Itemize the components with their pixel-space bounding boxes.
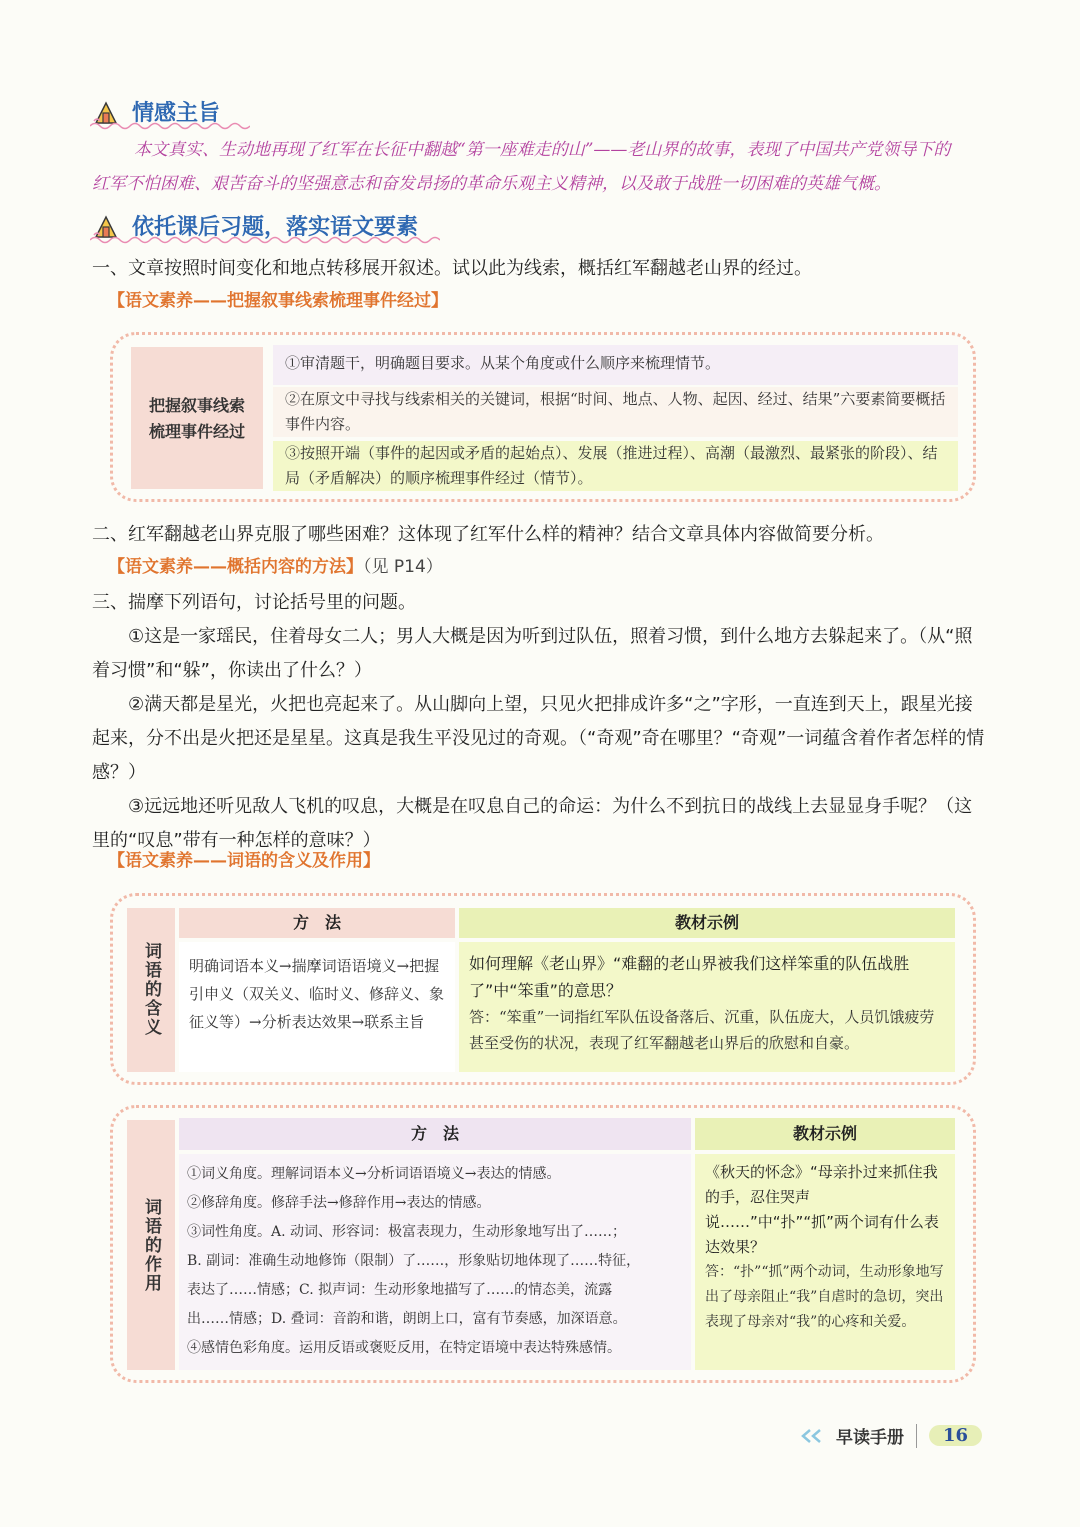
table2-method: 明确词语本义→揣摩词语语境义→把握引申义（双关义、临时义、修辞义、象征义等）→分析表达效果→联系主旨 xyxy=(179,942,455,1072)
q3-item-1: ①这是一家瑶民，住着母女二人；男人大概是因为听到过队伍，照着习惯，到什么地方去躲起来了。（从“照着习惯”和“躲”，你读出了什么？） xyxy=(92,626,973,681)
tag-prefix: 【语文素养—— xyxy=(108,557,227,577)
q3-literacy-tag xyxy=(108,846,380,871)
double-chevron-left-icon xyxy=(800,1428,826,1444)
table3-method-line: ②修辞角度。修辞手法→修辞作用→表达的情感。 xyxy=(187,1195,491,1211)
table3-example-cell xyxy=(695,1154,955,1370)
table3-head-example: 教材示例 xyxy=(695,1118,955,1150)
table3-side-cell xyxy=(127,1120,175,1370)
question-3: 三、揣摩下列语句，讨论括号里的问题。 xyxy=(92,592,416,613)
table2-side-cell xyxy=(127,908,175,1072)
table2-example-answer: 答：“笨重”一词指红军队伍设备落后、沉重，队伍庞大，人员饥饿疲劳甚至受伤的状况，表现了红军翻越老山界后的欣慰和自豪。 xyxy=(469,1008,935,1052)
table3-method-line: 出……情感；D. 叠词：音韵和谐，朗朗上口，富有节奏感，加深语意。 xyxy=(187,1311,627,1327)
tag-suffix: 】 xyxy=(346,557,363,577)
narrative-clue-box xyxy=(110,332,976,502)
emotion-underline-swirl xyxy=(90,121,250,131)
tag-suffix: 】 xyxy=(363,851,380,871)
table3-side-label: 词语的作用 xyxy=(141,1198,161,1293)
table3-example-answer: 答：“扑”“抓”两个动词，生动形象地写出了母亲阻止“我”自虐时的急切，突出表现了母亲对“我”的心疼和关爱。 xyxy=(705,1264,944,1330)
table2-example-question: 如何理解《老山界》“难翻的老山界被我们这样笨重的队伍战胜了”中“笨重”的意思？ xyxy=(469,954,910,1000)
footer-divider xyxy=(916,1424,917,1448)
word-meaning-table xyxy=(110,893,976,1085)
table3-head-method: 方 法 xyxy=(179,1118,691,1150)
table3-method-line: 表达了……情感；C. 拟声词：生动形象地描写了……的情态美，流露 xyxy=(187,1282,613,1298)
table2-side-label: 词语的含义 xyxy=(141,942,161,1037)
q1-literacy-tag xyxy=(108,286,448,311)
tag-name: 把握叙事线索梳理事件经过 xyxy=(227,291,431,311)
table2-head-method: 方 法 xyxy=(179,908,455,938)
table3-method-line: ③词性角度。A. 动词、形容词：极富表现力，生动形象地写出了……； xyxy=(187,1224,627,1240)
exercise-title: 依托课后习题，落实语文要素 xyxy=(132,215,419,240)
box1-label-cell xyxy=(131,347,263,489)
box1-label-line1: 把握叙事线索 xyxy=(148,396,245,415)
word-function-table xyxy=(110,1105,976,1383)
page-footer xyxy=(800,1423,982,1448)
box1-step-1: ①审清题干，明确题目要求。从某个角度或什么顺序来梳理情节。 xyxy=(273,345,958,385)
table3-method-cell xyxy=(179,1154,691,1370)
emotion-paragraph xyxy=(92,133,992,201)
q3-item-3: ③远远地还听见敌人飞机的叹息，大概是在叹息自己的命运：为什么不到抗日的战线上去显显身手呢？（这里的“叹息”带有一种怎样的意味？） xyxy=(92,796,973,851)
emotion-line-1: 本文真实、生动地再现了红军在长征中翻越“第一座难走的山”——老山界的故事，表现了中国共产党领导下的 xyxy=(134,140,951,160)
table2-example-cell xyxy=(459,942,955,1072)
question-2: 二、红军翻越老山界克服了哪些困难？这体现了红军什么样的精神？结合文章具体内容做简要分析。 xyxy=(92,524,884,545)
exercise-underline-swirl xyxy=(90,235,440,245)
question-1: 一、文章按照时间变化和地点转移展开叙述。试以此为线索，概括红军翻越老山界的经过。 xyxy=(92,258,812,279)
box1-step-3: ③按照开端（事件的起因或矛盾的起始点）、发展（推进过程）、高潮（最激烈、最紧张的阶段）、结局（矛盾解决）的顺序梳理事件经过（情节）。 xyxy=(273,441,958,491)
page-number: 16 xyxy=(929,1425,982,1446)
footer-book-title: 早读手册 xyxy=(836,1428,904,1448)
tag-name: 概括内容的方法 xyxy=(227,557,346,577)
table3-method-line: ①词义角度。理解词语本义→分析词语语境义→表达的情感。 xyxy=(187,1166,561,1182)
table2-head-example: 教材示例 xyxy=(459,908,955,938)
emotion-title: 情感主旨 xyxy=(132,101,221,126)
tag-prefix: 【语文素养—— xyxy=(108,291,227,311)
box1-step-2: ②在原文中寻找与线索相关的关键词，根据“时间、地点、人物、起因、经过、结果”六要素简要概括事件内容。 xyxy=(273,387,958,437)
q3-item-2: ②满天都是星光，火把也亮起来了。从山脚向上望，只见火把排成许多“之”字形，一直连到天上，跟星光接起来，分不出是火把还是星星。这真是我生平没见过的奇观。（“奇观”奇在哪里？“奇观”一词蕴含着作者怎样的情感？） xyxy=(92,694,985,783)
box1-label-line2: 梳理事件经过 xyxy=(148,422,245,441)
emotion-line-2: 红军不怕困难、艰苦奋斗的坚强意志和奋发昂扬的革命乐观主义精神，以及敢于战胜一切困难的英雄气概。 xyxy=(92,174,891,194)
tag-name: 词语的含义及作用 xyxy=(227,851,363,871)
tag-prefix: 【语文素养—— xyxy=(108,851,227,871)
tag-note: （见 P14） xyxy=(363,557,443,577)
table3-example-question: 《秋天的怀念》“母亲扑过来抓住我的手，忍住哭声说……”中“扑”“抓”两个词有什么表达效果？ xyxy=(705,1163,939,1256)
tag-suffix: 】 xyxy=(431,291,448,311)
q2-literacy-tag xyxy=(108,552,443,577)
table3-method-line: ④感情色彩角度。运用反语或褒贬反用，在特定语境中表达特殊感情。 xyxy=(187,1340,621,1356)
table3-method-line: B. 副词：准确生动地修饰（限制）了……，形象贴切地体现了……特征， xyxy=(187,1253,641,1269)
